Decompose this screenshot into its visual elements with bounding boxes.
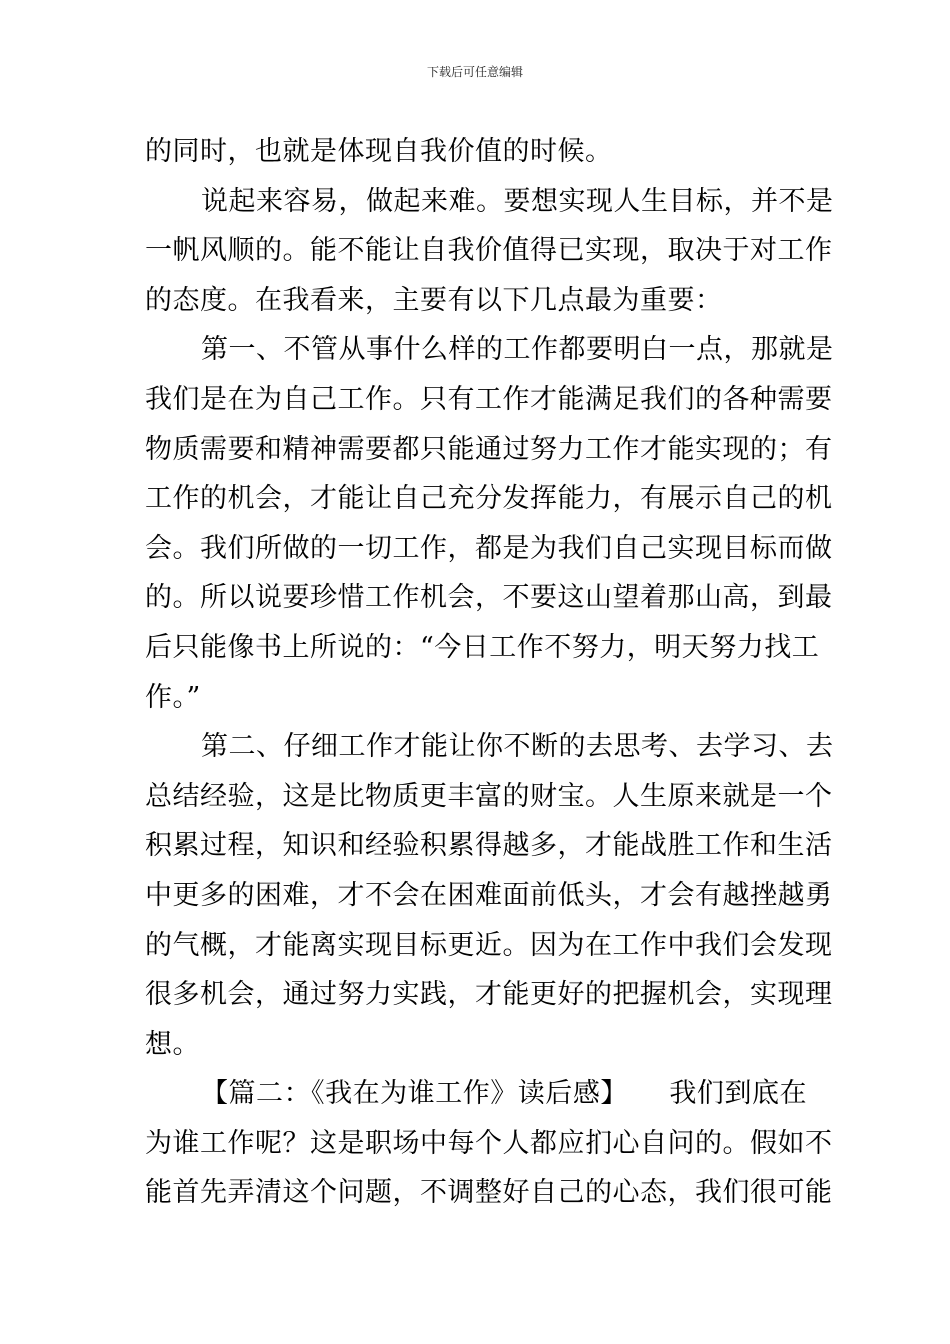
text-line: 中更多的困难，才不会在困难面前低头，才会有越挫越勇 — [145, 879, 833, 911]
text-line: 物质需要和精神需要都只能通过努力工作才能实现的；有 — [145, 433, 833, 465]
text-line: 能首先弄清这个问题，不调整好自己的心态，我们很可能 — [145, 1177, 833, 1209]
text-line: 很多机会，通过努力实践，才能更好的把握机会，实现理 — [145, 979, 833, 1011]
document-body — [145, 127, 834, 1218]
paragraph-start-line: 说起来容易，做起来难。要想实现人生目标，并不是 — [201, 185, 834, 217]
paragraph-start-line: 第二、仔细工作才能让你不断的去思考、去学习、去 — [201, 731, 834, 763]
text-line: 一帆风顺的。能不能让自我价值得已实现，取决于对工作 — [145, 235, 833, 267]
text-line: 的气概，才能离实现目标更近。因为在工作中我们会发现 — [145, 929, 833, 961]
text-line: 为谁工作呢？这是职场中每个人都应扪心自问的。假如不 — [145, 1127, 833, 1159]
text-line: 会。我们所做的一切工作，都是为我们自己实现目标而做 — [145, 532, 833, 564]
text-line: 工作的机会，才能让自己充分发挥能力，有展示自己的机 — [145, 483, 833, 515]
text-line: 的同时，也就是体现自我价值的时候。 — [145, 136, 613, 167]
page-header: 下载后可任意编辑 — [426, 65, 523, 79]
section-heading-line: 【篇二：《我在为谁工作》读后感】 我们到底在 — [201, 1078, 807, 1110]
text-line: 积累过程，知识和经验积累得越多，才能战胜工作和生活 — [145, 830, 833, 862]
paragraph-start-line: 第一、不管从事什么样的工作都要明白一点，那就是 — [201, 334, 834, 366]
text-line: 想。 — [145, 1028, 200, 1060]
text-line: 总结经验，这是比物质更丰富的财宝。人生原来就是一个 — [145, 780, 833, 812]
text-line: 的。所以说要珍惜工作机会，不要这山望着那山高，到最 — [145, 582, 833, 614]
text-line: 我们是在为自己工作。只有工作才能满足我们的各种需要 — [145, 383, 833, 415]
text-line: 的态度。在我看来，主要有以下几点最为重要： — [145, 284, 723, 316]
text-line: 作。” — [145, 681, 201, 713]
text-line: 后只能像书上所说的：“今日工作不努力，明天努力找工 — [145, 631, 820, 663]
